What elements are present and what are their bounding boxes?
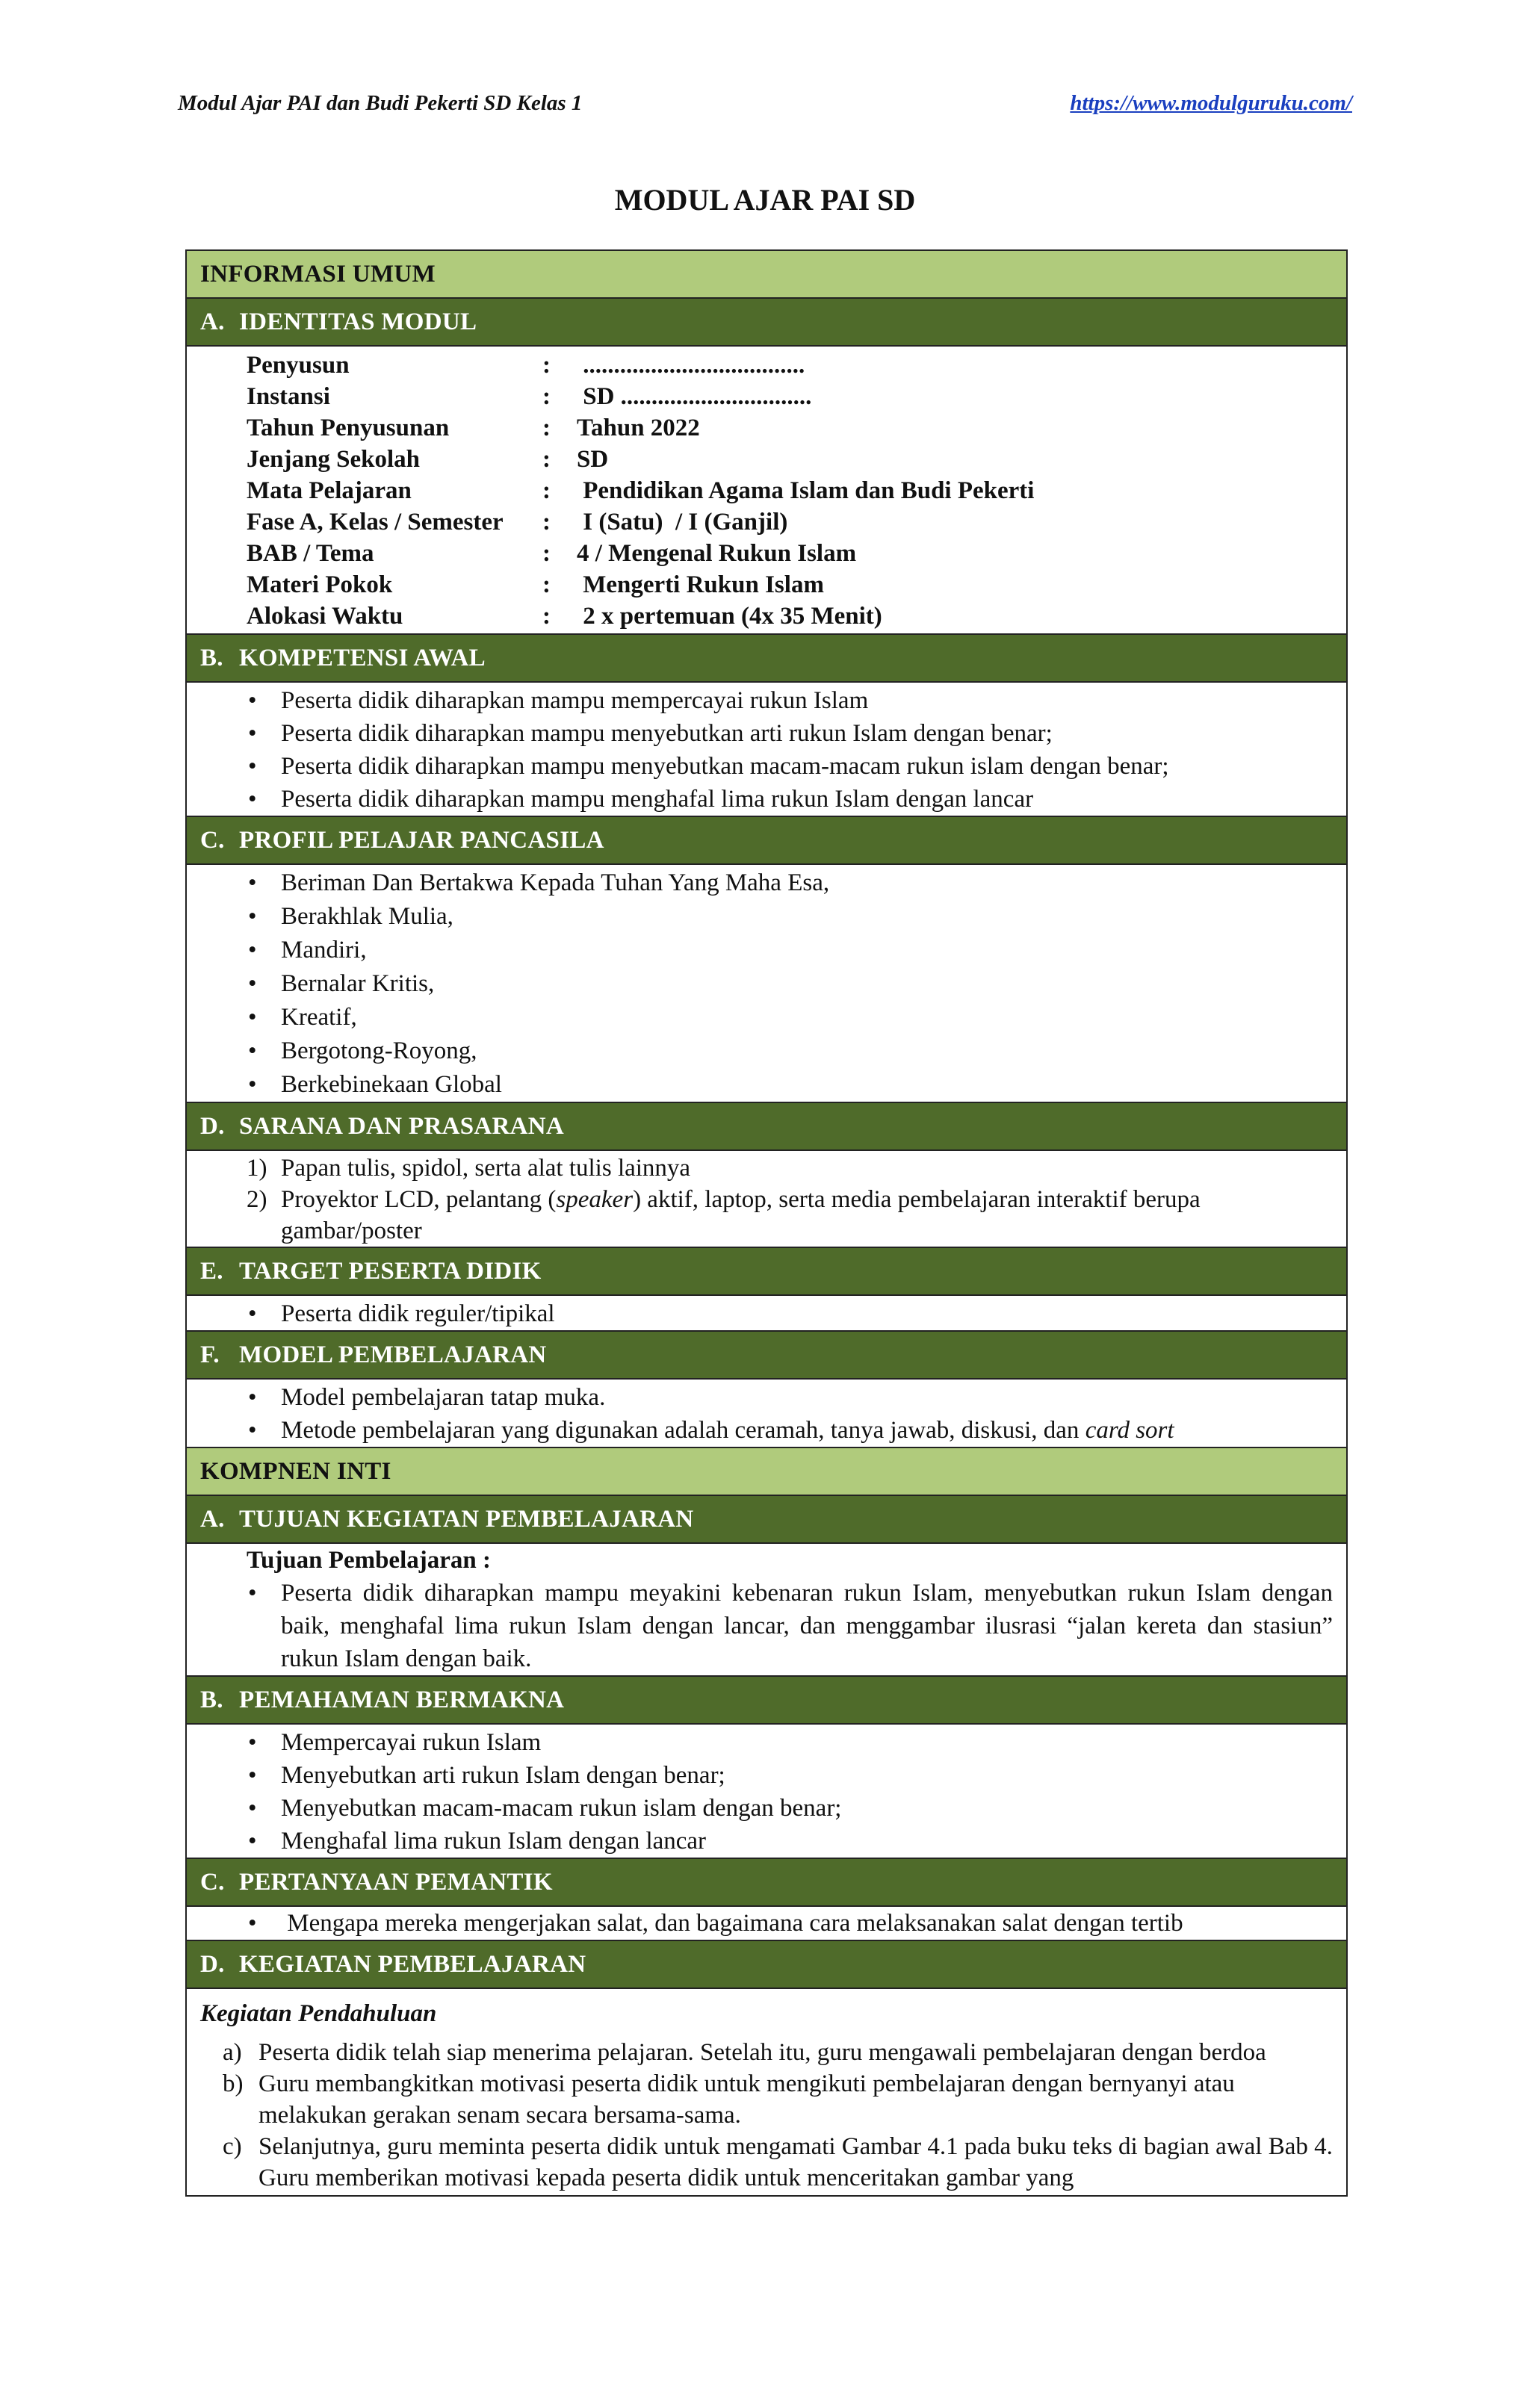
identitas-row [247, 538, 1346, 569]
list-item [200, 2068, 1333, 2131]
pemahaman-body [187, 1725, 1346, 1859]
list-item: • Menyebutkan macam-macam rukun islam dengan benar; [187, 1792, 1346, 1825]
list-item: • Berkebinekaan Global [187, 1068, 1346, 1102]
section-letter: A. [200, 1505, 225, 1533]
section-letter: B. [200, 1686, 223, 1713]
section-tujuan-header [187, 1496, 1346, 1544]
header-website-link[interactable]: https://www.modulguruku.com/ [1070, 91, 1352, 115]
list-item [187, 1184, 1346, 1247]
list-text: Peserta didik telah siap menerima pelajaran. Setelah itu, guru mengawali pembelajaran dengan berdoa [258, 2039, 1266, 2066]
section-komponen-inti [187, 1448, 1346, 1496]
target-body [187, 1296, 1346, 1332]
list-item [187, 1152, 1346, 1184]
section-letter: B. [200, 644, 223, 671]
identitas-key: Fase A, Kelas / Semester [247, 509, 504, 536]
list-item: • Peserta didik diharapkan mampu menyebutkan macam-macam rukun islam dengan benar; [187, 750, 1346, 783]
list-item: • Berakhlak Mulia, [187, 900, 1346, 934]
identitas-value: .................................... [577, 352, 805, 379]
kompetensi-awal-body [187, 683, 1346, 817]
list-item [200, 2131, 1333, 2194]
identitas-list [187, 347, 1346, 635]
section-pemahaman-header [187, 1677, 1346, 1725]
list-item: • Mengapa mereka mengerjakan salat, dan bagaimana cara melaksanakan salat dengan tertib [187, 1907, 1346, 1940]
model-body [187, 1380, 1346, 1448]
section-letter: C. [200, 826, 225, 854]
list-item: • Menghafal lima rukun Islam dengan lancar [187, 1825, 1346, 1858]
section-identitas-modul-header [187, 299, 1346, 347]
identitas-value: SD ............................... [577, 383, 812, 410]
list-text: Selanjutnya, guru meminta peserta didik untuk mengamati Gambar 4.1 pada buku teks di bagian awal Bab 4. Guru memberikan motivasi kepada peserta didik untuk menceritakan gambar yang [258, 2133, 1333, 2191]
list-item: • Peserta didik diharapkan mampu meyakini kebenaran rukun Islam, menyebutkan rukun Islam dengan baik, menghafal lima rukun Islam dengan lancar, dan menggambar ilusrasi “jalan kereta dan stasiun” rukun Islam dengan baik. [187, 1577, 1346, 1675]
section-letter: F. [200, 1341, 220, 1368]
page-title: MODUL AJAR PAI SD [614, 183, 916, 217]
section-title: PROFIL PELAJAR PANCASILA [239, 826, 604, 854]
list-marker: c) [223, 2133, 242, 2160]
list-text: Papan tulis, spidol, serta alat tulis lainnya [281, 1155, 691, 1182]
identitas-value: Tahun 2022 [577, 415, 700, 441]
module-table [185, 249, 1348, 2197]
list-text: Metode pembelajaran yang digunakan adalah ceramah, tanya jawab, diskusi, dan [281, 1417, 1085, 1444]
section-kegiatan-header [187, 1941, 1346, 1989]
list-item: • Mandiri, [187, 934, 1346, 967]
kegiatan-subtitle: Kegiatan Pendahuluan [200, 2000, 437, 2027]
list-item: • Menyebutkan arti rukun Islam dengan benar; [187, 1759, 1346, 1792]
identitas-value: 2 x pertemuan (4x 35 Menit) [577, 603, 882, 630]
list-text-italic: speaker [556, 1186, 634, 1213]
identitas-key: Penyusun [247, 352, 350, 379]
section-title: KOMPNEN INTI [200, 1457, 391, 1485]
section-title: PEMAHAMAN BERMAKNA [239, 1686, 565, 1713]
identitas-row [247, 475, 1346, 506]
identitas-colon: : [542, 540, 551, 567]
list-item: • Peserta didik diharapkan mampu menghafal lima rukun Islam dengan lancar [187, 783, 1346, 816]
list-item: • Peserta didik diharapkan mampu menyebutkan arti rukun Islam dengan benar; [187, 717, 1346, 750]
section-letter: A. [200, 308, 225, 335]
identitas-colon: : [542, 383, 551, 410]
header-module-title: Modul Ajar PAI dan Budi Pekerti SD Kelas 1 [178, 91, 583, 115]
tujuan-body [187, 1544, 1346, 1677]
list-item: • Beriman Dan Bertakwa Kepada Tuhan Yang Maha Esa, [187, 866, 1346, 900]
section-title: KEGIATAN PEMBELAJARAN [239, 1950, 586, 1978]
identitas-row [247, 444, 1346, 475]
identitas-colon: : [542, 415, 551, 441]
list-marker: b) [223, 2070, 244, 2097]
identitas-key: BAB / Tema [247, 540, 374, 567]
identitas-colon: : [542, 477, 551, 504]
section-pertanyaan-header [187, 1859, 1346, 1907]
list-text: Guru membangkitkan motivasi peserta didik untuk mengikuti pembelajaran dengan bernyanyi atau melakukan gerakan senam secara bersama-sama. [258, 2070, 1235, 2129]
section-sarana-header [187, 1103, 1346, 1151]
list-marker: 1) [247, 1155, 267, 1182]
identitas-value: Pendidikan Agama Islam dan Budi Pekerti [577, 477, 1035, 504]
section-title: INFORMASI UMUM [200, 260, 436, 288]
identitas-row [247, 350, 1346, 381]
section-informasi-umum [187, 251, 1346, 299]
identitas-key: Jenjang Sekolah [247, 446, 420, 473]
kegiatan-body [187, 1989, 1346, 2195]
identitas-colon: : [542, 509, 551, 536]
identitas-key: Alokasi Waktu [247, 603, 403, 630]
identitas-key: Mata Pelajaran [247, 477, 412, 504]
list-item: • Mempercayai rukun Islam [187, 1726, 1346, 1759]
identitas-row [247, 601, 1346, 632]
identitas-colon: : [542, 446, 551, 473]
section-letter: C. [200, 1868, 225, 1896]
section-kompetensi-awal-header [187, 635, 1346, 683]
identitas-row [247, 412, 1346, 444]
identitas-key: Materi Pokok [247, 571, 393, 598]
pertanyaan-body [187, 1907, 1346, 1941]
list-text: Proyektor LCD, pelantang ( [281, 1186, 557, 1213]
identitas-value: SD [577, 446, 609, 473]
identitas-row [247, 506, 1346, 538]
section-letter: E. [200, 1257, 223, 1285]
section-profil-pelajar-header [187, 817, 1346, 865]
list-item: • Peserta didik reguler/tipikal [187, 1297, 1346, 1330]
identitas-colon: : [542, 571, 551, 598]
list-text-italic: card sort [1085, 1417, 1174, 1444]
sarana-body [187, 1151, 1346, 1248]
list-item: • Bernalar Kritis, [187, 967, 1346, 1001]
list-marker: a) [223, 2039, 242, 2066]
identitas-row [247, 569, 1346, 601]
identitas-colon: : [542, 603, 551, 630]
tujuan-subtitle: Tujuan Pembelajaran : [247, 1547, 491, 1574]
list-item: • Kreatif, [187, 1001, 1346, 1034]
section-title: SARANA DAN PRASARANA [239, 1112, 565, 1140]
section-model-header [187, 1332, 1346, 1380]
list-text: ) aktif, laptop, serta media pembelajaran interaktif berupa gambar/poster [281, 1186, 1201, 1244]
identitas-value: 4 / Mengenal Rukun Islam [577, 540, 857, 567]
section-title: MODEL PEMBELAJARAN [239, 1341, 547, 1368]
section-title: IDENTITAS MODUL [239, 308, 477, 335]
section-letter: D. [200, 1950, 225, 1978]
list-item: • Bergotong-Royong, [187, 1034, 1346, 1068]
identitas-key: Tahun Penyusunan [247, 415, 450, 441]
section-letter: D. [200, 1112, 225, 1140]
section-title: TARGET PESERTA DIDIK [239, 1257, 542, 1285]
list-item [187, 1414, 1346, 1447]
list-item: • Model pembelajaran tatap muka. [187, 1381, 1346, 1414]
section-title: PERTANYAAN PEMANTIK [239, 1868, 553, 1896]
section-target-header [187, 1248, 1346, 1296]
identitas-colon: : [542, 352, 551, 379]
identitas-value: I (Satu) / I (Ganjil) [577, 509, 788, 536]
profil-pelajar-body [187, 865, 1346, 1103]
list-item: • Peserta didik diharapkan mampu mempercayai rukun Islam [187, 684, 1346, 717]
identitas-row [247, 381, 1346, 412]
list-item [200, 2037, 1333, 2068]
list-marker: 2) [247, 1186, 267, 1213]
identitas-value: Mengerti Rukun Islam [577, 571, 824, 598]
section-title: KOMPETENSI AWAL [239, 644, 486, 671]
section-title: TUJUAN KEGIATAN PEMBELAJARAN [239, 1505, 694, 1533]
identitas-key: Instansi [247, 383, 330, 410]
